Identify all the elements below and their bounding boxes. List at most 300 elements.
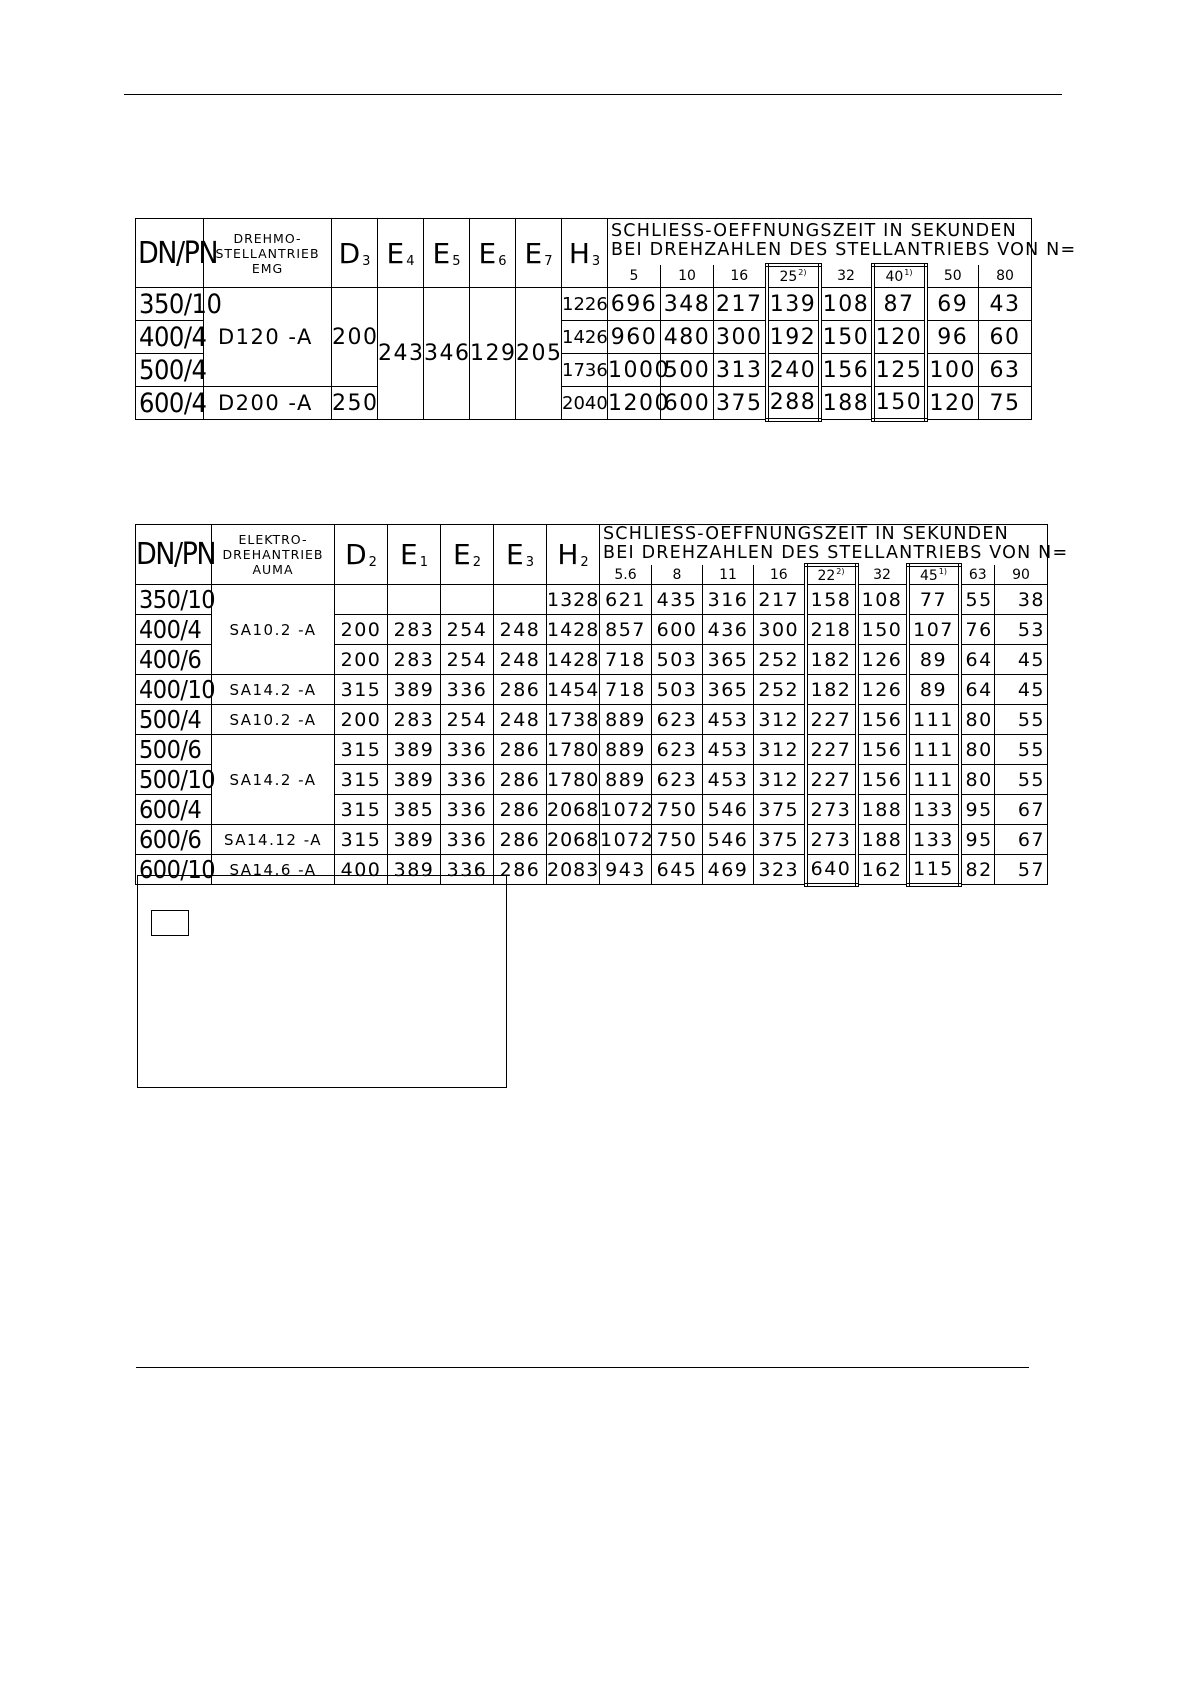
row-e7: 205 — [516, 288, 562, 420]
rpm-header — [806, 565, 857, 585]
header-symbol-subscript: 2 — [580, 555, 589, 570]
row-time: 316 — [703, 585, 754, 615]
header-drive — [204, 219, 332, 288]
row-time: 108 — [857, 585, 908, 615]
row-time: 375 — [754, 825, 806, 855]
header-time-title — [600, 524, 1069, 566]
row-time: 313 — [714, 354, 767, 387]
row-d: 200 — [335, 645, 388, 675]
header-symbol-subscript: 1 — [419, 555, 428, 570]
row-time: 182 — [806, 645, 857, 675]
row-time: 300 — [714, 321, 767, 354]
row-time: 1000 — [608, 354, 661, 387]
row-time: 182 — [806, 675, 857, 705]
rpm-value: 32 — [837, 267, 855, 284]
row-h: 1780 — [547, 735, 600, 765]
row-time: 89 — [908, 675, 960, 705]
row-time: 240 — [767, 354, 820, 387]
row-time: 217 — [754, 585, 806, 615]
header-drive-line: DREHMO- — [233, 230, 302, 246]
row-time: 1200 — [608, 387, 661, 420]
rpm-value: 25 — [779, 269, 798, 286]
rpm-value: 32 — [873, 566, 891, 583]
row-time: 480 — [661, 321, 714, 354]
row-time: 75 — [979, 387, 1032, 420]
rpm-value: 80 — [996, 267, 1014, 284]
row-time: 63 — [979, 354, 1032, 387]
row-e2: 336 — [441, 795, 494, 825]
row-actuator: SA10.2 -A — [212, 585, 335, 675]
rpm-header — [661, 265, 714, 288]
row-e3: 286 — [494, 795, 547, 825]
row-time: 227 — [806, 705, 857, 735]
header-symbol — [424, 219, 470, 288]
row-time: 546 — [703, 825, 754, 855]
legend-box — [137, 875, 507, 1088]
header-drive-line: EMG — [251, 260, 284, 276]
row-time: 45 — [995, 675, 1048, 705]
row-time: 273 — [806, 825, 857, 855]
row-time: 188 — [820, 387, 873, 420]
row-time: 45 — [995, 645, 1048, 675]
row-time: 80 — [960, 765, 995, 795]
header-symbol — [562, 219, 608, 288]
header-symbol — [470, 219, 516, 288]
header-time-title-line: BEI DREHZAHLEN DES STELLANTRIEBS VON N= — [603, 543, 1069, 563]
row-time: 435 — [652, 585, 703, 615]
row-time: 312 — [754, 735, 806, 765]
row-time: 100 — [926, 354, 979, 387]
row-time: 120 — [873, 321, 926, 354]
row-d — [332, 354, 378, 387]
row-time: 139 — [767, 288, 820, 321]
row-e1: 283 — [388, 645, 441, 675]
row-d: 315 — [335, 825, 388, 855]
header-symbol — [494, 525, 547, 585]
header-symbol — [441, 525, 494, 585]
row-e2: 254 — [441, 645, 494, 675]
row-time: 288 — [767, 387, 820, 420]
row-h: 1736 — [562, 354, 608, 387]
header-time-title — [608, 219, 1077, 265]
row-e3: 248 — [494, 705, 547, 735]
row-time: 312 — [754, 705, 806, 735]
row-time: 436 — [703, 615, 754, 645]
rpm-header — [754, 565, 806, 585]
rpm-header — [960, 565, 995, 585]
header-symbol — [388, 525, 441, 585]
row-time: 857 — [600, 615, 652, 645]
row-d: 200 — [335, 615, 388, 645]
row-time: 162 — [857, 855, 908, 885]
row-dn-pn: 400/10 — [136, 675, 212, 705]
row-dn-pn: 500/10 — [136, 765, 212, 795]
row-time: 696 — [608, 288, 661, 321]
bottom-rule — [136, 1367, 1029, 1368]
row-dn-pn: 600/4 — [136, 795, 212, 825]
rpm-value: 8 — [672, 566, 682, 583]
legend-swatch — [151, 910, 189, 936]
rpm-value: 22 — [817, 568, 836, 584]
table-row — [136, 705, 1048, 735]
table-row — [136, 735, 1048, 765]
row-time: 67 — [995, 795, 1048, 825]
row-time: 43 — [979, 288, 1032, 321]
row-h: 2068 — [547, 795, 600, 825]
header-symbol-letter: E — [386, 236, 405, 270]
row-time: 227 — [806, 765, 857, 795]
row-actuator: D120 -A — [204, 288, 332, 387]
row-e2: 254 — [441, 615, 494, 645]
header-symbol-letter: H — [557, 538, 579, 571]
row-e3 — [494, 585, 547, 615]
header-symbol-subscript: 3 — [525, 555, 534, 570]
row-dn-pn: 500/4 — [136, 354, 204, 387]
row-dn-pn: 400/4 — [136, 321, 204, 354]
row-time: 150 — [857, 615, 908, 645]
row-h: 1738 — [547, 705, 600, 735]
row-time: 95 — [960, 795, 995, 825]
row-time: 126 — [857, 645, 908, 675]
rpm-header — [600, 565, 652, 585]
row-e1: 389 — [388, 825, 441, 855]
row-time: 600 — [652, 615, 703, 645]
row-dn-pn: 600/6 — [136, 825, 212, 855]
row-time: 60 — [979, 321, 1032, 354]
header-symbol-letter: D — [345, 538, 367, 571]
row-h: 1780 — [547, 765, 600, 795]
row-time: 150 — [873, 387, 926, 420]
header-symbol — [335, 525, 388, 585]
row-e1: 389 — [388, 675, 441, 705]
row-d: 315 — [335, 795, 388, 825]
row-time: 158 — [806, 585, 857, 615]
row-e3: 248 — [494, 645, 547, 675]
row-time: 89 — [908, 645, 960, 675]
row-d: 400 — [335, 855, 388, 885]
rpm-header — [995, 565, 1048, 585]
rpm-header — [714, 265, 767, 288]
row-actuator: SA14.12 -A — [212, 825, 335, 855]
row-time: 67 — [995, 825, 1048, 855]
row-e2: 254 — [441, 705, 494, 735]
row-dn-pn: 500/6 — [136, 735, 212, 765]
row-time: 53 — [995, 615, 1048, 645]
header-symbol-letter: E — [453, 538, 471, 571]
row-time: 889 — [600, 735, 652, 765]
row-time: 375 — [754, 795, 806, 825]
row-time: 111 — [908, 735, 960, 765]
row-time: 623 — [652, 735, 703, 765]
row-actuator: SA14.2 -A — [212, 735, 335, 825]
row-time: 156 — [857, 765, 908, 795]
row-time: 645 — [652, 855, 703, 885]
row-dn-pn: 350/10 — [136, 288, 204, 321]
row-time: 300 — [754, 615, 806, 645]
row-time: 80 — [960, 705, 995, 735]
row-e1 — [388, 585, 441, 615]
row-time: 38 — [995, 585, 1048, 615]
row-time: 365 — [703, 645, 754, 675]
row-time: 69 — [926, 288, 979, 321]
row-time: 133 — [908, 795, 960, 825]
header-symbol-subscript: 4 — [406, 253, 415, 269]
auma-actuator-table — [135, 524, 1069, 887]
row-e2: 336 — [441, 675, 494, 705]
row-time: 57 — [995, 855, 1048, 885]
row-time: 348 — [661, 288, 714, 321]
row-time: 55 — [960, 585, 995, 615]
header-symbol-letter: E — [478, 236, 497, 270]
row-time: 87 — [873, 288, 926, 321]
header-drive-line: AUMA — [252, 562, 294, 577]
rpm-header — [703, 565, 754, 585]
row-time: 503 — [652, 675, 703, 705]
row-actuator: SA14.2 -A — [212, 675, 335, 705]
row-h: 2068 — [547, 825, 600, 855]
row-time: 1072 — [600, 825, 652, 855]
row-time: 218 — [806, 615, 857, 645]
row-d: 250 — [332, 387, 378, 420]
header-symbol-letter: E — [400, 538, 418, 571]
header-symbol-letter: E — [432, 236, 451, 270]
header-dn-pn: DN/PN — [136, 219, 204, 288]
rpm-value: 5 — [629, 267, 639, 284]
header-symbol-subscript: 2 — [472, 555, 481, 570]
footnote-marker: 1) — [904, 268, 913, 278]
row-time: 1072 — [600, 795, 652, 825]
rpm-value: 10 — [678, 267, 696, 284]
row-d: 200 — [335, 705, 388, 735]
header-drive-line: STELLANTRIEB — [215, 245, 320, 261]
row-h: 1426 — [562, 321, 608, 354]
rpm-header — [820, 265, 873, 288]
row-d — [335, 585, 388, 615]
row-e6: 129 — [470, 288, 516, 420]
row-time: 55 — [995, 735, 1048, 765]
header-time-title-line: SCHLIESS-OEFFNUNGSZEIT IN SEKUNDEN — [611, 220, 1017, 241]
header-symbol-subscript: 5 — [452, 253, 461, 269]
row-e1: 389 — [388, 855, 441, 885]
row-time: 55 — [995, 765, 1048, 795]
rpm-header — [652, 565, 703, 585]
row-e2: 336 — [441, 735, 494, 765]
row-time: 156 — [857, 735, 908, 765]
row-e2: 336 — [441, 825, 494, 855]
header-drive-line: ELEKTRO- — [238, 532, 308, 547]
header-symbol — [378, 219, 424, 288]
row-e3: 286 — [494, 675, 547, 705]
header-symbol-subscript: 3 — [362, 253, 371, 269]
rpm-value: 16 — [730, 267, 749, 284]
row-h: 1428 — [547, 645, 600, 675]
row-dn-pn: 600/4 — [136, 387, 204, 420]
rpm-value: 40 — [885, 269, 904, 286]
rpm-header — [908, 565, 960, 585]
row-e5: 346 — [424, 288, 470, 420]
row-d — [332, 288, 378, 321]
row-time: 453 — [703, 735, 754, 765]
row-time: 76 — [960, 615, 995, 645]
row-dn-pn: 600/10 — [136, 855, 212, 885]
header-symbol — [547, 525, 600, 585]
row-time: 115 — [908, 855, 960, 885]
row-time: 750 — [652, 825, 703, 855]
table-row — [136, 825, 1048, 855]
row-time: 126 — [857, 675, 908, 705]
row-e3: 286 — [494, 735, 547, 765]
row-time: 640 — [806, 855, 857, 885]
row-h: 1328 — [547, 585, 600, 615]
header-symbol-subscript: 7 — [544, 253, 553, 269]
row-d: 315 — [335, 675, 388, 705]
row-time: 375 — [714, 387, 767, 420]
row-e1: 283 — [388, 615, 441, 645]
row-time: 273 — [806, 795, 857, 825]
emg-actuator-table — [135, 218, 1077, 422]
row-time: 600 — [661, 387, 714, 420]
row-time: 107 — [908, 615, 960, 645]
rpm-header — [857, 565, 908, 585]
row-time: 120 — [926, 387, 979, 420]
table-row — [136, 585, 1048, 615]
row-dn-pn: 350/10 — [136, 585, 212, 615]
row-h: 2083 — [547, 855, 600, 885]
footnote-marker: 1) — [938, 567, 948, 576]
row-h: 1226 — [562, 288, 608, 321]
row-time: 621 — [600, 585, 652, 615]
row-actuator: SA10.2 -A — [212, 705, 335, 735]
header-time-title-line: SCHLIESS-OEFFNUNGSZEIT IN SEKUNDEN — [603, 524, 1009, 544]
row-e1: 389 — [388, 765, 441, 795]
row-h: 1428 — [547, 615, 600, 645]
row-time: 623 — [652, 765, 703, 795]
rpm-header — [873, 265, 926, 288]
row-time: 943 — [600, 855, 652, 885]
row-h: 1454 — [547, 675, 600, 705]
rpm-value: 50 — [943, 267, 962, 284]
row-time: 111 — [908, 705, 960, 735]
row-time: 55 — [995, 705, 1048, 735]
row-time: 217 — [714, 288, 767, 321]
row-d: 315 — [335, 765, 388, 795]
row-time: 64 — [960, 675, 995, 705]
row-time: 889 — [600, 705, 652, 735]
table-row — [136, 387, 1032, 420]
row-e1: 283 — [388, 705, 441, 735]
row-e2 — [441, 585, 494, 615]
rpm-header — [608, 265, 661, 288]
header-symbol-letter: E — [506, 538, 524, 571]
row-time: 252 — [754, 675, 806, 705]
header-symbol-subscript: 6 — [498, 253, 507, 269]
rpm-value: 63 — [968, 566, 987, 583]
header-symbol — [332, 219, 378, 288]
row-time: 95 — [960, 825, 995, 855]
row-time: 96 — [926, 321, 979, 354]
row-time: 125 — [873, 354, 926, 387]
table-row — [136, 288, 1032, 321]
header-symbol-letter: H — [568, 236, 590, 270]
row-time: 500 — [661, 354, 714, 387]
row-time: 312 — [754, 765, 806, 795]
row-actuator: SA14.6 -A — [212, 855, 335, 885]
row-time: 111 — [908, 765, 960, 795]
row-time: 108 — [820, 288, 873, 321]
footnote-marker: 2) — [798, 268, 807, 278]
row-e4: 243 — [378, 288, 424, 420]
row-time: 546 — [703, 795, 754, 825]
row-time: 750 — [652, 795, 703, 825]
header-symbol-letter: E — [524, 236, 543, 270]
row-time: 365 — [703, 675, 754, 705]
row-time: 227 — [806, 735, 857, 765]
header-drive — [212, 525, 335, 585]
row-dn-pn: 500/4 — [136, 705, 212, 735]
row-time: 80 — [960, 735, 995, 765]
rpm-header — [767, 265, 820, 288]
row-time: 889 — [600, 765, 652, 795]
table-row — [136, 675, 1048, 705]
row-time: 453 — [703, 705, 754, 735]
row-time: 960 — [608, 321, 661, 354]
row-time: 469 — [703, 855, 754, 885]
row-dn-pn: 400/4 — [136, 615, 212, 645]
row-time: 64 — [960, 645, 995, 675]
rpm-value: 45 — [919, 568, 938, 584]
row-time: 133 — [908, 825, 960, 855]
row-time: 188 — [857, 795, 908, 825]
row-dn-pn: 400/6 — [136, 645, 212, 675]
header-symbol — [516, 219, 562, 288]
row-time: 718 — [600, 645, 652, 675]
row-time: 453 — [703, 765, 754, 795]
row-time: 82 — [960, 855, 995, 885]
row-e2: 336 — [441, 765, 494, 795]
rpm-value: 16 — [769, 566, 788, 583]
row-h: 2040 — [562, 387, 608, 420]
row-time: 156 — [857, 705, 908, 735]
row-e1: 385 — [388, 795, 441, 825]
row-time: 192 — [767, 321, 820, 354]
header-symbol-subscript: 2 — [368, 555, 377, 570]
rpm-value: 90 — [1012, 566, 1030, 583]
row-time: 623 — [652, 705, 703, 735]
header-drive-line: DREHANTRIEB — [222, 547, 324, 562]
row-e2: 336 — [441, 855, 494, 885]
top-rule — [124, 94, 1062, 95]
row-e1: 389 — [388, 735, 441, 765]
row-time: 718 — [600, 675, 652, 705]
rpm-value: 5.6 — [614, 566, 637, 583]
row-d: 200 — [332, 321, 378, 354]
row-e3: 286 — [494, 765, 547, 795]
row-e3: 286 — [494, 855, 547, 885]
footnote-marker: 2) — [836, 567, 845, 576]
rpm-header — [926, 265, 979, 288]
header-time-title-line: BEI DREHZAHLEN DES STELLANTRIEBS VON N= — [611, 239, 1077, 260]
row-d: 315 — [335, 735, 388, 765]
header-symbol-letter: D — [338, 236, 361, 270]
rpm-value: 11 — [719, 566, 737, 583]
row-time: 188 — [857, 825, 908, 855]
row-time: 252 — [754, 645, 806, 675]
row-actuator: D200 -A — [204, 387, 332, 420]
row-time: 77 — [908, 585, 960, 615]
row-time: 156 — [820, 354, 873, 387]
row-e3: 248 — [494, 615, 547, 645]
rpm-header — [979, 265, 1032, 288]
